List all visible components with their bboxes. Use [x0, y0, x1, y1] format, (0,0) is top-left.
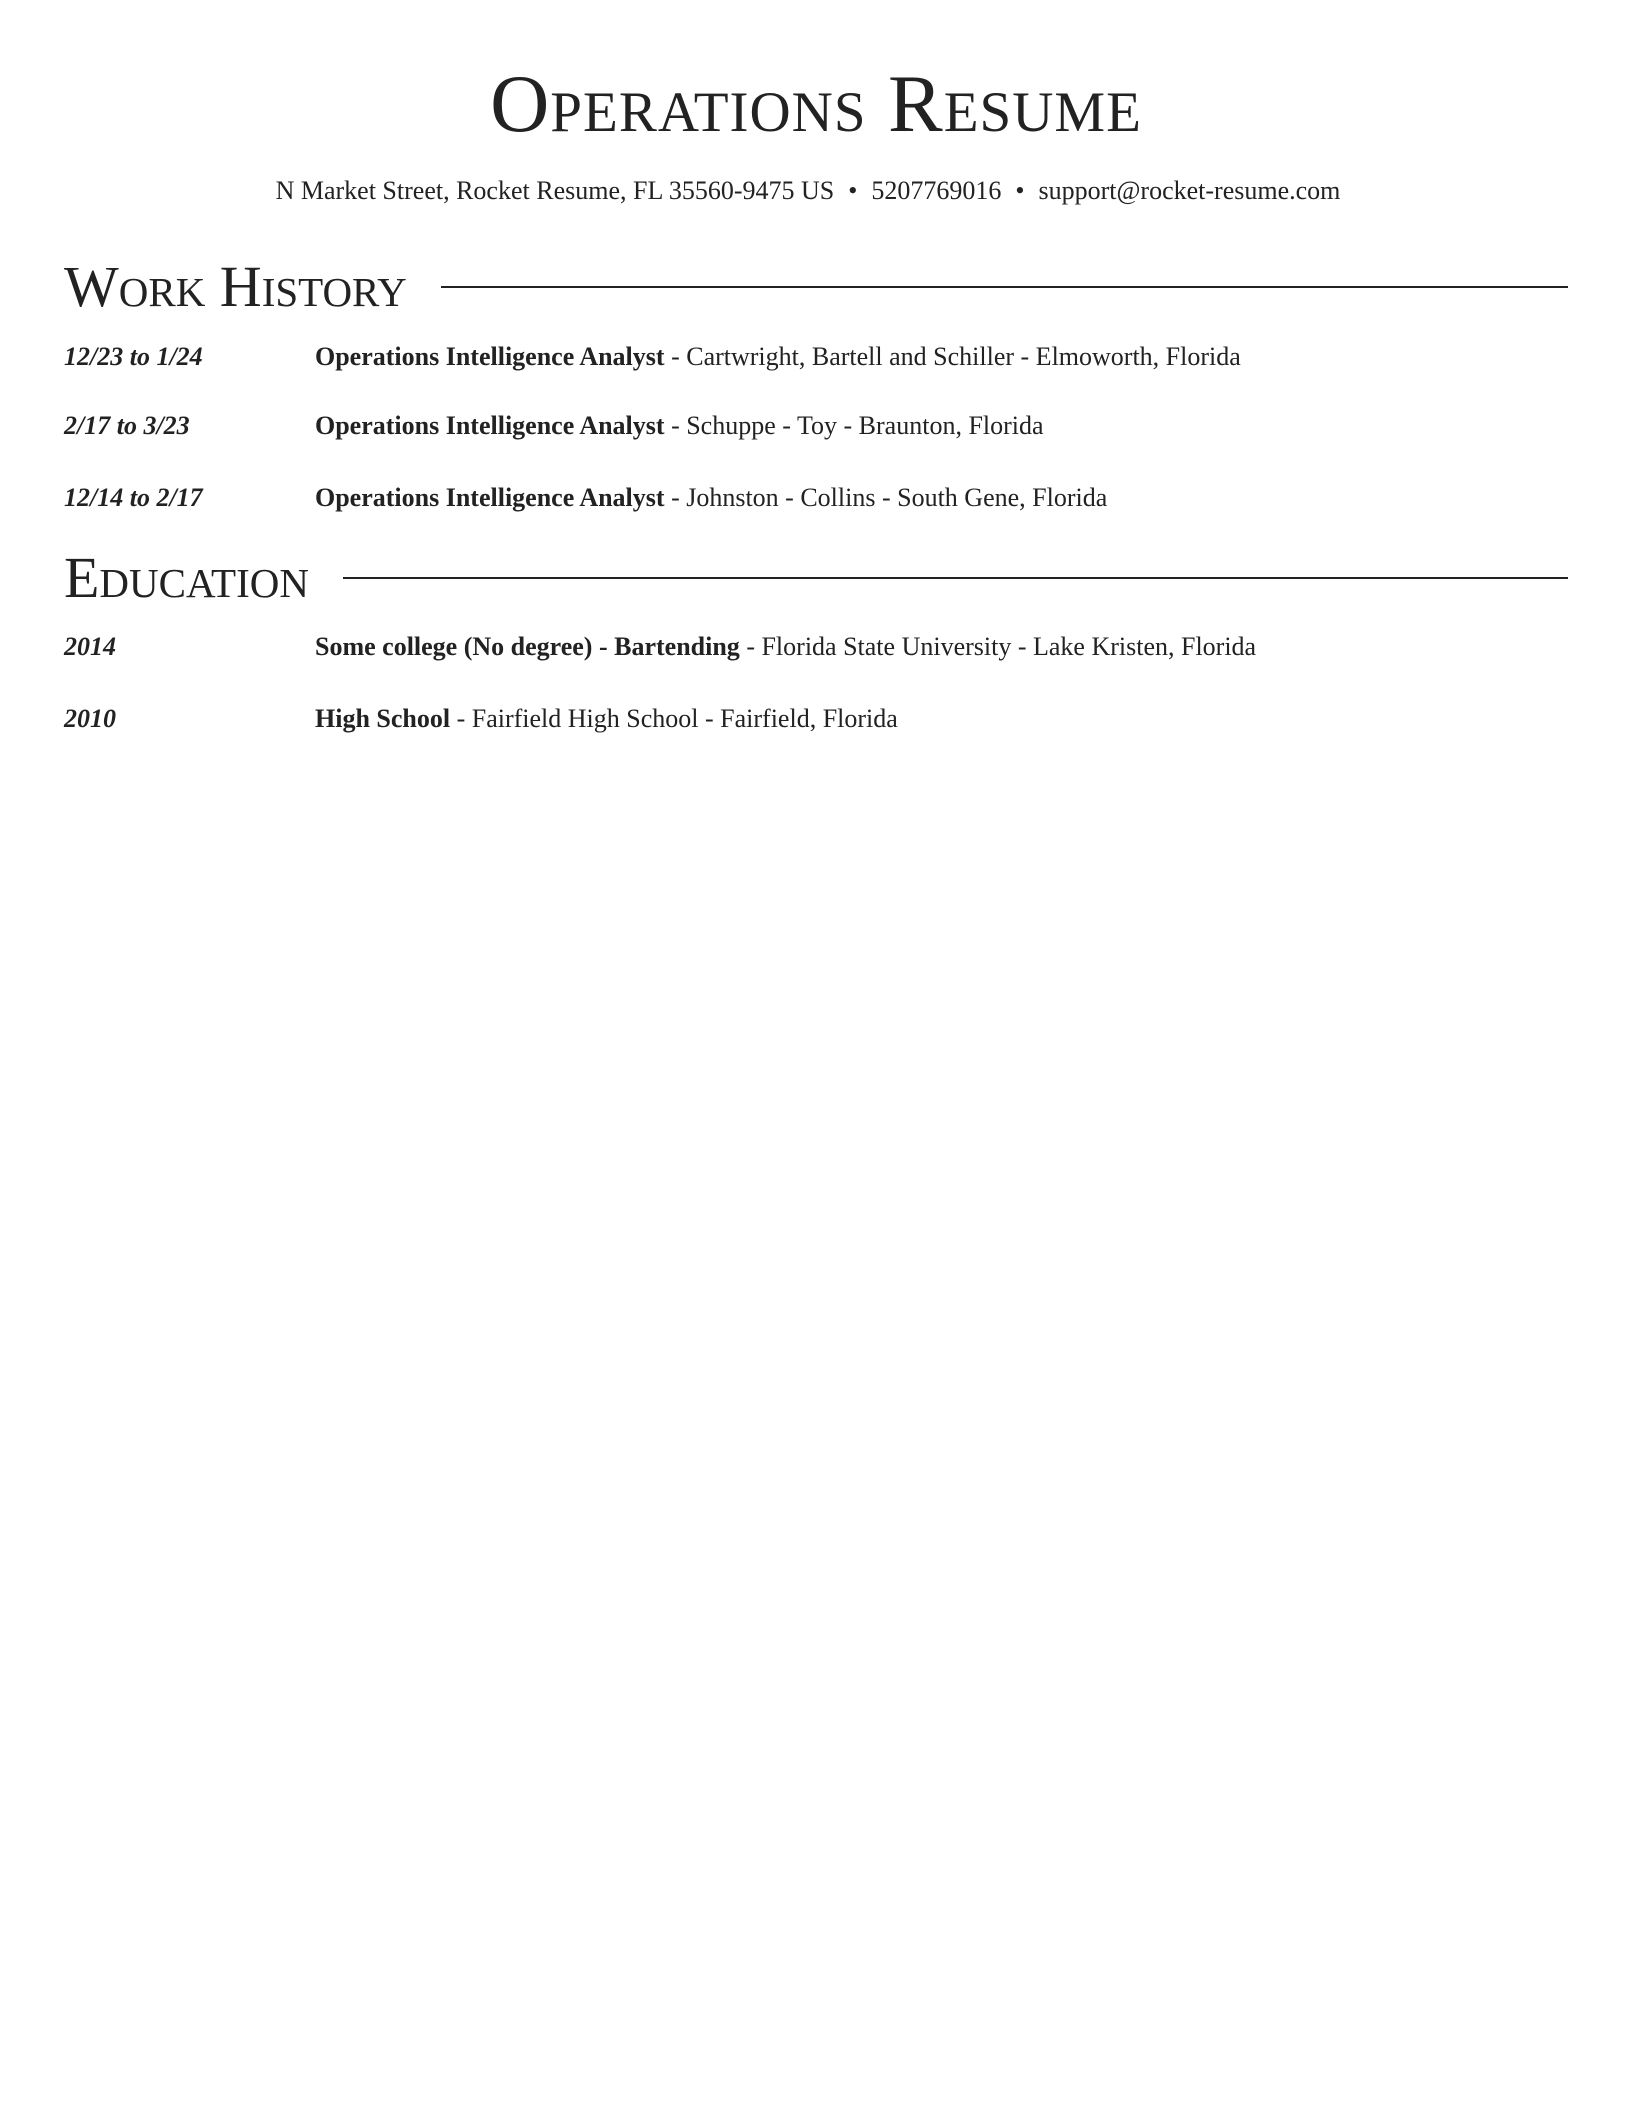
entry-details: - Florida State University - Lake Kristen, Florida: [739, 632, 1257, 661]
entry-description: [315, 701, 898, 737]
work-history-section-header: [64, 252, 1568, 322]
entry-dates: 12/23 to 1/24: [64, 342, 203, 371]
entry-title: Operations Intelligence Analyst: [315, 483, 665, 512]
entry-description: [315, 629, 1256, 665]
entry-dates: 2/17 to 3/23: [64, 411, 190, 440]
entry-title: Operations Intelligence Analyst: [315, 342, 665, 371]
contact-email: support@rocket-resume.com: [1038, 176, 1341, 205]
education-entry: [64, 629, 1568, 665]
work-entry: [64, 339, 1568, 375]
resume-title: Operations Resume: [490, 58, 1142, 149]
work-entry: [64, 480, 1568, 516]
entry-dates: 2014: [64, 632, 116, 661]
entry-details: - Fairfield High School - Fairfield, Florida: [450, 704, 898, 733]
entry-details: - Schuppe - Toy - Braunton, Florida: [664, 411, 1044, 440]
section-divider: [441, 286, 1568, 288]
section-heading-education: Education: [64, 545, 309, 610]
contact-separator: •: [848, 176, 858, 205]
contact-line: [0, 174, 1616, 208]
contact-phone: 5207769016: [871, 176, 1002, 205]
section-heading-work-history: Work History: [64, 254, 407, 319]
entry-description: [315, 408, 1044, 444]
work-entry: [64, 408, 1568, 444]
entry-description: [315, 480, 1107, 516]
entry-details: - Johnston - Collins - South Gene, Florida: [664, 483, 1108, 512]
entry-details: - Cartwright, Bartell and Schiller - Elmoworth, Florida: [664, 342, 1241, 371]
entry-description: [315, 339, 1241, 375]
entry-dates: 2010: [64, 704, 116, 733]
contact-address: N Market Street, Rocket Resume, FL 35560-9475 US: [275, 176, 835, 205]
contact-separator: •: [1015, 176, 1025, 205]
education-section-header: [64, 543, 1568, 613]
education-entry: [64, 701, 1568, 737]
entry-dates: 12/14 to 2/17: [64, 483, 203, 512]
entry-title: Some college (No degree) - Bartending: [315, 632, 740, 661]
entry-title: High School: [315, 704, 451, 733]
entry-title: Operations Intelligence Analyst: [315, 411, 665, 440]
section-divider: [343, 577, 1568, 579]
